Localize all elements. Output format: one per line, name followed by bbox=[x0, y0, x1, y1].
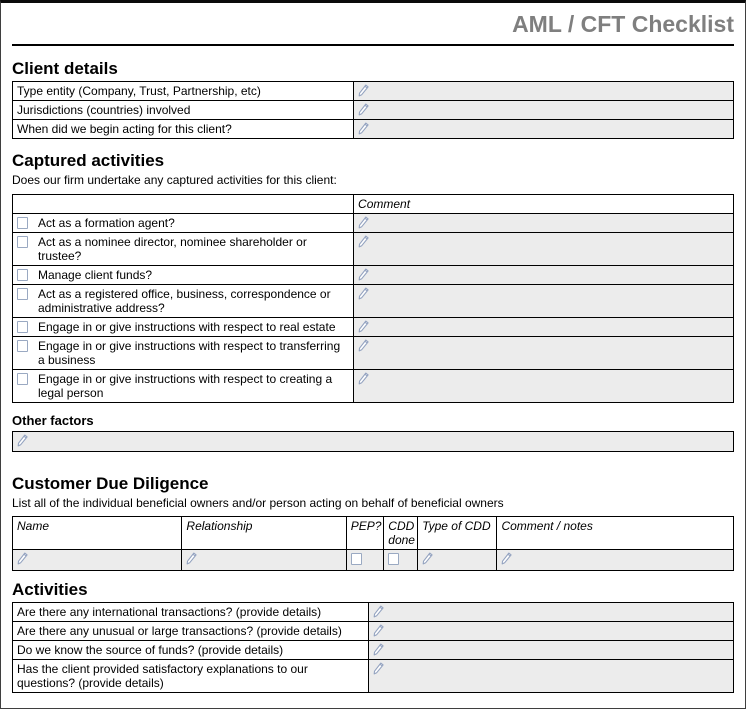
type-entity-field[interactable] bbox=[354, 82, 734, 101]
table-header-row bbox=[13, 517, 734, 550]
section-heading-activities: Activities bbox=[12, 580, 88, 599]
comment-field[interactable] bbox=[354, 214, 734, 233]
captured-activity-label: Act as a formation agent? bbox=[38, 216, 175, 230]
pencil-icon bbox=[358, 235, 369, 248]
captured-activity-checkbox[interactable] bbox=[17, 288, 28, 300]
pencil-icon bbox=[358, 320, 369, 333]
table-row bbox=[13, 214, 734, 233]
empty-header-cell bbox=[13, 195, 354, 214]
activity-question-label: Do we know the source of funds? (provide details) bbox=[13, 641, 369, 660]
pencil-icon bbox=[358, 103, 369, 116]
table-row bbox=[13, 641, 734, 660]
answer-field[interactable] bbox=[369, 603, 734, 622]
pencil-icon bbox=[501, 552, 512, 565]
table-row bbox=[13, 622, 734, 641]
comment-field[interactable] bbox=[354, 285, 734, 318]
table-row bbox=[13, 82, 734, 101]
captured-activity-label: Act as a registered office, business, correspondence or administrative address? bbox=[38, 287, 331, 315]
column-header-pep: PEP? bbox=[346, 517, 383, 550]
pencil-icon bbox=[358, 339, 369, 352]
client-detail-label: When did we begin acting for this client? bbox=[13, 120, 354, 139]
section-heading-client-details: Client details bbox=[12, 59, 118, 78]
comment-field[interactable] bbox=[354, 266, 734, 285]
table-row bbox=[13, 603, 734, 622]
pencil-icon bbox=[358, 122, 369, 135]
begin-acting-field[interactable] bbox=[354, 120, 734, 139]
client-details-table bbox=[12, 81, 734, 139]
captured-activity-checkbox[interactable] bbox=[17, 373, 28, 385]
other-factors-field[interactable] bbox=[12, 431, 734, 452]
comment-field[interactable] bbox=[354, 233, 734, 266]
answer-field[interactable] bbox=[369, 622, 734, 641]
table-row bbox=[13, 660, 734, 693]
column-header-comment-notes: Comment / notes bbox=[497, 517, 734, 550]
cdd-done-checkbox[interactable] bbox=[388, 553, 399, 565]
section-heading-other-factors: Other factors bbox=[12, 413, 94, 428]
column-header-relationship: Relationship bbox=[182, 517, 346, 550]
pencil-icon bbox=[373, 624, 384, 637]
pencil-icon bbox=[17, 434, 28, 447]
comment-field[interactable] bbox=[354, 370, 734, 403]
captured-activity-label: Manage client funds? bbox=[38, 268, 153, 282]
captured-activity-label: Engage in or give instructions with respect to transferring a business bbox=[38, 339, 341, 367]
title-divider bbox=[12, 44, 734, 46]
jurisdictions-field[interactable] bbox=[354, 101, 734, 120]
table-row bbox=[13, 337, 734, 370]
pencil-icon bbox=[373, 643, 384, 656]
activity-question-label: Has the client provided satisfactory explanations to our questions? (provide details) bbox=[13, 660, 369, 693]
comment-notes-field[interactable] bbox=[497, 550, 734, 571]
captured-activity-label: Engage in or give instructions with respect to real estate bbox=[38, 320, 336, 334]
pencil-icon bbox=[358, 268, 369, 281]
pencil-icon bbox=[17, 552, 28, 565]
table-row bbox=[13, 120, 734, 139]
customer-due-diligence-table bbox=[12, 516, 734, 571]
comment-column-header: Comment bbox=[354, 195, 734, 214]
answer-field[interactable] bbox=[369, 660, 734, 693]
pencil-icon bbox=[358, 84, 369, 97]
relationship-field[interactable] bbox=[182, 550, 346, 571]
pencil-icon bbox=[358, 372, 369, 385]
name-field[interactable] bbox=[13, 550, 182, 571]
captured-activities-intro: Does our firm undertake any captured activities for this client: bbox=[12, 173, 337, 187]
pencil-icon bbox=[373, 662, 384, 675]
table-row bbox=[13, 550, 734, 571]
captured-activity-checkbox[interactable] bbox=[17, 340, 28, 352]
activity-question-label: Are there any international transactions? (provide details) bbox=[13, 603, 369, 622]
pencil-icon bbox=[422, 552, 433, 565]
pencil-icon bbox=[373, 605, 384, 618]
pencil-icon bbox=[358, 287, 369, 300]
section-heading-customer-due-diligence: Customer Due Diligence bbox=[12, 474, 209, 493]
table-row bbox=[13, 318, 734, 337]
column-header-type-of-cdd: Type of CDD bbox=[418, 517, 497, 550]
column-header-name: Name bbox=[13, 517, 182, 550]
captured-activity-checkbox[interactable] bbox=[17, 321, 28, 333]
table-row bbox=[13, 233, 734, 266]
customer-due-diligence-intro: List all of the individual beneficial owners and/or person acting on behalf of beneficial owners bbox=[12, 496, 504, 510]
activity-question-label: Are there any unusual or large transactions? (provide details) bbox=[13, 622, 369, 641]
page-title: AML / CFT Checklist bbox=[512, 11, 734, 37]
table-row bbox=[13, 101, 734, 120]
table-row bbox=[13, 285, 734, 318]
captured-activity-checkbox[interactable] bbox=[17, 269, 28, 281]
table-header-row bbox=[13, 195, 734, 214]
client-detail-label: Type entity (Company, Trust, Partnership, etc) bbox=[13, 82, 354, 101]
captured-activity-checkbox[interactable] bbox=[17, 236, 28, 248]
table-row bbox=[13, 370, 734, 403]
answer-field[interactable] bbox=[369, 641, 734, 660]
captured-activity-label: Act as a nominee director, nominee shareholder or trustee? bbox=[38, 235, 307, 263]
captured-activities-table bbox=[12, 194, 734, 403]
client-detail-label: Jurisdictions (countries) involved bbox=[13, 101, 354, 120]
type-of-cdd-field[interactable] bbox=[418, 550, 497, 571]
column-header-cdd-done: CDD done bbox=[384, 517, 418, 550]
comment-field[interactable] bbox=[354, 318, 734, 337]
table-row bbox=[13, 266, 734, 285]
captured-activity-label: Engage in or give instructions with respect to creating a legal person bbox=[38, 372, 333, 400]
pencil-icon bbox=[358, 216, 369, 229]
section-heading-captured-activities: Captured activities bbox=[12, 151, 165, 170]
pep-checkbox[interactable] bbox=[351, 553, 362, 565]
pencil-icon bbox=[186, 552, 197, 565]
activities-table bbox=[12, 602, 734, 693]
comment-field[interactable] bbox=[354, 337, 734, 370]
captured-activity-checkbox[interactable] bbox=[17, 217, 28, 229]
